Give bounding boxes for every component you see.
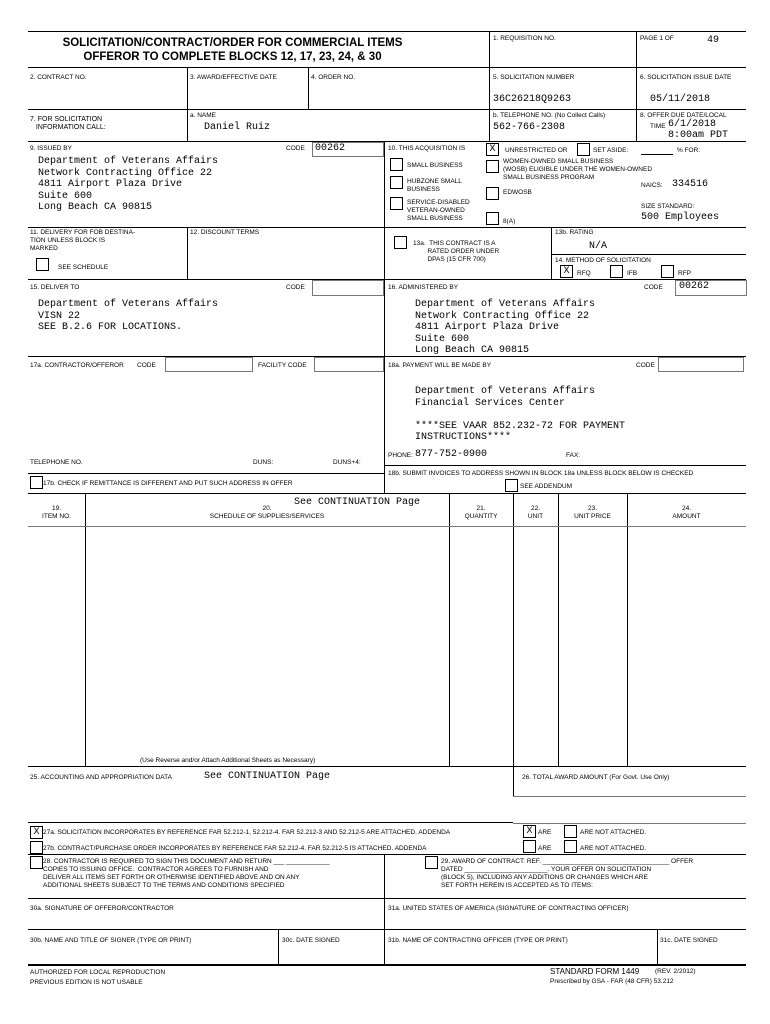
facility-code-field[interactable]: [314, 357, 384, 372]
deliver-to-label: 15. DELIVER TO: [30, 284, 80, 291]
issue-date-label: 6. SOLICITATION ISSUE DATE: [640, 74, 732, 81]
form-revision: (REV. 2/2012): [655, 968, 696, 975]
rfq-checkbox[interactable]: X: [560, 265, 573, 278]
ifb-label: IFB: [627, 270, 638, 277]
rating-label: 13b. RATING: [555, 229, 594, 236]
method-label: 14. METHOD OF SOLICITATION: [555, 257, 651, 264]
order-no-label: 4. ORDER NO.: [311, 74, 356, 81]
are-not-checkbox-a[interactable]: [564, 825, 577, 838]
small-business-checkbox[interactable]: [390, 158, 403, 171]
27b-label: 27b. CONTRACT/PURCHASE ORDER INCORPORATES BY REFERENCE FAR 52.212-4. FAR 52.212-5 IS ATTACHED. ADDENDA: [43, 845, 427, 852]
are-label-a: ARE: [538, 829, 552, 836]
sdvosb-label: SERVICE-DISABLED VETERAN-OWNED SMALL BUSINESS: [407, 199, 470, 222]
signer-date-label: 30c. DATE SIGNED: [282, 937, 340, 944]
are-attached-checkbox-a[interactable]: X: [523, 825, 536, 838]
duns4-label: DUNS+4:: [333, 459, 361, 466]
payment-code-label: CODE: [636, 362, 655, 369]
payment-fax-label: FAX:: [566, 452, 581, 459]
are-not-checkbox-b[interactable]: [564, 840, 577, 853]
remittance-checkbox[interactable]: [30, 476, 43, 489]
see-schedule-label: SEE SCHEDULE: [58, 264, 109, 271]
edwosb-checkbox[interactable]: [486, 187, 499, 200]
col-unit: 22. UNIT: [527, 505, 544, 520]
submit-invoices-label: 18b. SUBMIT INVOICES TO ADDRESS SHOWN IN BLOCK 18a UNLESS BLOCK BELOW IS CHECKED: [388, 470, 694, 477]
rating-value: N/A: [589, 241, 608, 252]
form-number: STANDARD FORM 1449: [550, 967, 640, 976]
accounting-label: 25. ACCOUNTING AND APPROPRIATION DATA: [30, 774, 172, 781]
telephone-label: b. TELEPHONE NO. (No Collect Calls): [493, 112, 606, 119]
rated-order-checkbox[interactable]: [394, 236, 407, 249]
solicitation-number: 36C26218Q9263: [493, 94, 572, 105]
signature-offeror-label: 30a. SIGNATURE OF OFFEROR/CONTRACTOR: [30, 905, 174, 912]
name-label: a. NAME: [190, 112, 217, 119]
are-not-label-b: ARE NOT ATTACHED.: [580, 845, 647, 852]
are-not-label-a: ARE NOT ATTACHED.: [580, 829, 647, 836]
total-award-label: 26. TOTAL AWARD AMOUNT (For Govt. Use Only): [522, 774, 670, 781]
sdvosb-checkbox[interactable]: [390, 197, 403, 210]
contractor-telephone-label: TELEPHONE NO.: [30, 459, 83, 466]
payment-address: Department of Veterans Affairs Financial Services Center ****SEE VAAR 852.232-72 FOR PAYMENT INSTRUCTIONS****: [415, 386, 626, 443]
col-item-no: 19. ITEM NO.: [42, 505, 71, 520]
issued-code: 00262: [312, 142, 384, 157]
set-aside-checkbox[interactable]: [577, 143, 590, 156]
are-label-b: ARE: [538, 845, 552, 852]
deliver-address: Department of Veterans Affairs VISN 22 SEE B.2.6 FOR LOCATIONS.: [38, 299, 219, 333]
col-schedule: 20. SCHEDULE OF SUPPLIES/SERVICES: [209, 505, 325, 520]
are-attached-checkbox-b[interactable]: [523, 840, 536, 853]
footer-left: AUTHORIZED FOR LOCAL REPRODUCTION PREVIOUS EDITION IS NOT USABLE: [30, 969, 166, 986]
small-business-label: SMALL BUSINESS: [407, 162, 463, 169]
size-standard: 500 Employees: [641, 212, 720, 223]
total-award-field[interactable]: [513, 796, 746, 824]
27a-label: 27a. SOLICITATION INCORPORATES BY REFERENCE FAR 52.212-1, 52.212-4. FAR 52.212-3 AND 52.212-5 ARE ATTACHED. ADDENDA: [43, 829, 451, 836]
col-amount: 24. AMOUNT: [672, 505, 701, 520]
payment-phone-label: PHONE:: [388, 452, 413, 459]
29-checkbox[interactable]: [425, 856, 438, 869]
offer-due-time: 8:00am PDT: [668, 130, 729, 141]
ifb-checkbox[interactable]: [610, 265, 623, 278]
contact-phone: 562-766-2308: [493, 122, 566, 133]
unrestricted-label: UNRESTRICTED OR: [505, 147, 568, 154]
addendum-checkbox[interactable]: [505, 479, 518, 492]
hubzone-checkbox[interactable]: [390, 176, 403, 189]
naics-label: NAICS:: [641, 182, 663, 189]
admin-code: 00262: [675, 280, 747, 296]
hubzone-label: HUBZONE SMALL BUSINESS: [407, 178, 462, 193]
page-total: 49: [707, 35, 720, 46]
contractor-code-label: CODE: [137, 362, 156, 369]
payment-phone: 877-752-0900: [415, 449, 488, 460]
contact-name: Daniel Ruiz: [204, 122, 271, 133]
edwosb-label: EDWOSB: [503, 189, 532, 196]
col-unit-price: 23. UNIT PRICE: [574, 505, 611, 520]
percent-underline[interactable]: [641, 154, 673, 155]
issue-date: 05/11/2018: [650, 94, 711, 105]
info-call-label: 7. FOR SOLICITATION INFORMATION CALL:: [30, 116, 106, 131]
28-checkbox[interactable]: [30, 856, 43, 869]
block28-text: 28. CONTRACTOR IS REQUIRED TO SIGN THIS DOCUMENT AND RETURN ___ ____________ COPIES TO ISSUING OFFICE. CONTRACTOR AGREES TO FURNISH AND DELIVER ALL ITEMS SET FORTH OR OTHERWISE IDENTIFIED ABOVE AND ON ANY ADDITIONAL SHEETS SUBJECT TO THE TERMS AND CONDITIONS SPECIFIED: [43, 858, 330, 889]
officer-date-label: 31c. DATE SIGNED: [660, 937, 718, 944]
solicitation-no-label: 5. SOLICITATION NUMBER: [493, 74, 575, 81]
set-aside-label: SET ASIDE:: [593, 147, 629, 154]
wosb-label: WOMEN-OWNED SMALL BUSINESS (WOSB) ELIGIBLE UNDER THE WOMEN-OWNED SMALL BUSINESS PROGRAM: [503, 158, 653, 181]
reverse-note: (Use Reverse and/or Attach Additional Sheets as Necessary): [140, 757, 316, 764]
discount-terms-label: 12. DISCOUNT TERMS: [190, 229, 260, 236]
signature-officer-label: 31a. UNITED STATES OF AMERICA (SIGNATURE OF CONTRACTING OFFICER): [388, 905, 629, 912]
acquisition-label: 10. THIS ACQUISITION IS: [388, 145, 466, 152]
col-quantity: 21. QUANTITY: [464, 505, 498, 520]
payment-label: 18a. PAYMENT WILL BE MADE BY: [388, 362, 492, 369]
accounting-value: See CONTINUATION Page: [204, 771, 331, 782]
admin-code-label: CODE: [644, 284, 663, 291]
unrestricted-checkbox[interactable]: X: [486, 143, 499, 156]
offer-due-label: 8. OFFER DUE DATE/LOCAL: [640, 112, 727, 119]
rfp-label: RFP: [678, 270, 691, 277]
block29-text: 29. AWARD OF CONTRACT: REF. ___________________________________ OFFER DATED _______________________. YOUR OFFER ON SOLICITATION (BLOCK 5), INCLUDING ANY ADDITIONS OR CHANGES WHICH ARE SET FORTH HEREIN IS ACCEPTED AS TO ITEMS:: [441, 858, 694, 889]
remittance-label: 17b. CHECK IF REMITTANCE IS DIFFERENT AND PUT SUCH ADDRESS IN OFFER: [43, 480, 293, 487]
administered-by-label: 16. ADMINISTERED BY: [388, 284, 459, 291]
size-standard-label: SIZE STANDARD:: [641, 203, 695, 210]
fob-label: 11. DELIVERY FOR FOB DESTINA- TION UNLESS BLOCK IS MARKED: [30, 229, 136, 252]
schedule-continuation: See CONTINUATION Page: [294, 497, 421, 508]
rfp-checkbox[interactable]: [661, 265, 674, 278]
addendum-label: SEE ADDENDUM: [520, 483, 573, 490]
rated-order-label: 13a. THIS CONTRACT IS A RATED ORDER UNDER DPAS (15 CFR 700): [413, 240, 500, 263]
offer-due-date: 6/1/2018: [668, 119, 717, 130]
contractor-code-field[interactable]: [165, 357, 253, 372]
27b-checkbox[interactable]: [30, 841, 43, 854]
facility-code-label: FACILITY CODE: [258, 362, 307, 369]
requisition-label: 1. REQUISITION NO.: [493, 35, 556, 42]
admin-address: Department of Veterans Affairs Network Contracting Office 22 4811 Airport Plaza Drive Suite 600 Long Beach CA 90815: [415, 299, 596, 356]
8a-checkbox[interactable]: [486, 212, 499, 225]
issued-by-label: 9. ISSUED BY: [30, 145, 72, 152]
payment-code-field[interactable]: [658, 357, 744, 372]
time-label: TIME: [650, 123, 666, 130]
form-title-line2: OFFEROR TO COMPLETE BLOCKS 12, 17, 23, 24, & 30: [83, 51, 382, 63]
signer-name-label: 30b. NAME AND TITLE OF SIGNER (TYPE OR PRINT): [30, 937, 192, 944]
officer-name-label: 31b. NAME OF CONTRACTING OFFICER (TYPE OR PRINT): [388, 937, 568, 944]
deliver-code-field[interactable]: [312, 280, 384, 296]
page-label: PAGE 1 OF: [640, 35, 674, 42]
contract-no-label: 2. CONTRACT NO.: [30, 74, 87, 81]
form-title-line1: SOLICITATION/CONTRACT/ORDER FOR COMMERCIAL ITEMS: [62, 37, 403, 49]
deliver-code-label: CODE: [286, 284, 305, 291]
prescribed-by: Prescribed by GSA - FAR (48 CFR) 53.212: [550, 978, 674, 985]
8a-label: 8(A): [503, 218, 516, 225]
wosb-checkbox[interactable]: [486, 160, 499, 173]
award-date-label: 3. AWARD/EFFECTIVE DATE: [190, 74, 277, 81]
rfq-label: RFQ: [577, 270, 591, 277]
contractor-label: 17a. CONTRACTOR/OFFEROR: [30, 362, 124, 369]
duns-label: DUNS:: [253, 459, 274, 466]
naics-code: 334516: [672, 179, 709, 190]
see-schedule-checkbox[interactable]: [36, 258, 49, 271]
issued-code-label: CODE: [286, 145, 305, 152]
issued-address: Department of Veterans Affairs Network Contracting Office 22 4811 Airport Plaza Drive Suite 600 Long Beach CA 90815: [38, 156, 219, 213]
form-title: [30, 36, 435, 64]
27a-checkbox[interactable]: X: [30, 826, 43, 839]
percent-label: % FOR:: [677, 147, 701, 154]
